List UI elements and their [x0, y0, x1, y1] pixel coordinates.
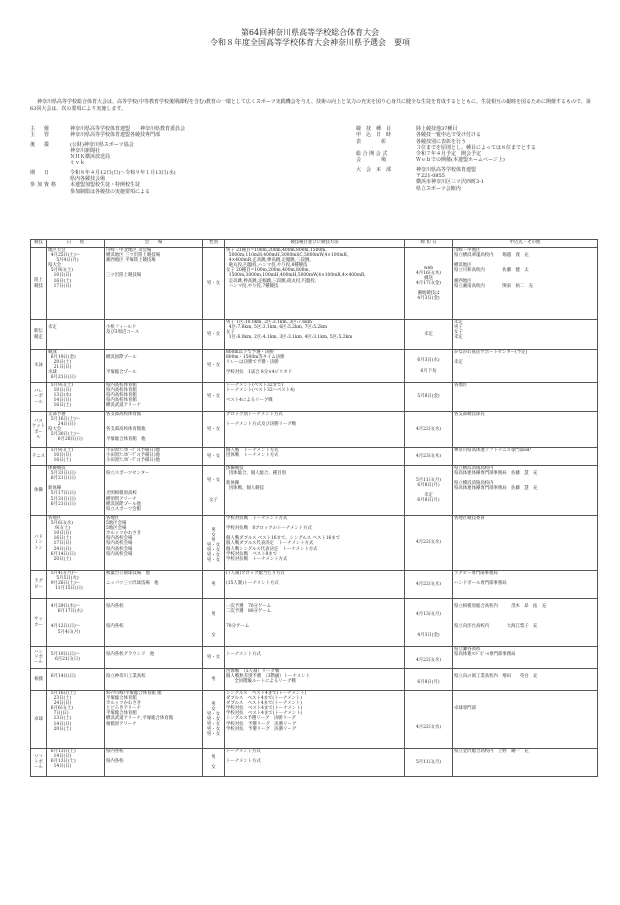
sex-cell: 男 女 [203, 749, 225, 777]
method-cell: ブロック別トーナメント方式 トーナメント方式及び決勝リーグ戦 [225, 412, 405, 448]
info-value: 神奈川県高等学校体育連盟 神奈川県教育委員会 [70, 126, 186, 132]
table-row [31, 320, 598, 350]
event-cell: サッカー [31, 599, 47, 647]
deadline-cell: 未定 [405, 320, 453, 350]
venue-cell: 秋葉台公園球技場 他 ニッパツ三ツ沢球技場 他 [105, 571, 203, 599]
table-row [31, 691, 598, 749]
dates-cell: 体操競技 5月31日(日) 6月21日(日) 新体操 5月17日(日) 5月31日(日) 6月21日(日) [47, 466, 105, 516]
method-cell: トーナメント(ベスト32まで) トーナメント(ベスト32～ベスト4) ベスト4によるリーグ戦 [225, 383, 405, 412]
schedule-table [30, 239, 598, 777]
dates-cell: 競泳 6月19日(金) 20日(土) 21日(日) 水球 6月21日(日) [47, 350, 105, 383]
event-cell: 駅伝競走 [31, 320, 47, 350]
info-label: 申 込 日 時 [356, 132, 392, 139]
info-label: 主 管 [30, 132, 52, 139]
column-header: 競技種目並びに競技方法 [225, 240, 405, 248]
deadline-cell: 6月3日(水) 6月下旬 [405, 350, 453, 383]
info-value: 令和８年４月12日(日)～令和９年１月13日(水) 県内各競技会場 [70, 169, 176, 183]
sex-cell: 男・女 [203, 350, 225, 383]
event-cell: 陸上競技 [31, 248, 47, 320]
info-row [30, 142, 330, 167]
method-cell: 一次予選 70分ゲーム 二次予選 80分ゲーム 70分ゲーム [225, 599, 405, 647]
apply-cell: 各地区 [453, 383, 598, 412]
method-cell: (7人制)ブロック総当たり方式 (15人制)トーナメント方式 [225, 571, 405, 599]
table-row [31, 412, 598, 448]
deadline-cell: 4月22日(水) [405, 412, 453, 448]
info-label: 参加資格 [30, 182, 59, 189]
sex-cell: 男・女 女子 [203, 466, 225, 516]
dates-cell: 未定 [47, 320, 105, 350]
venue-cell: 県内各校 県内各校 [105, 749, 203, 777]
table-row [31, 669, 598, 691]
table-row [31, 350, 598, 383]
info-value: 神奈川県高等学校体育連盟各競技専門部 [70, 132, 161, 139]
method-cell: 団体戦 （5人制）リーグ戦 個人戦無差別予選 （3階級）トーナメント 全員階級ルートによるリーグ戦 [225, 669, 405, 691]
sex-cell: 男・女 [203, 647, 225, 669]
method-cell: 800m以下で予選・決勝 800m・1500m等タイム決勝 リレーは決勝で予選・決勝 学校対抗 1試合 8分×4ピリオド [225, 350, 405, 383]
event-cell: 水泳 [31, 350, 47, 383]
sex-cell: 男・女 [203, 248, 225, 320]
event-cell: バレーボール [31, 383, 47, 412]
table-row [31, 647, 598, 669]
info-left-block [30, 126, 330, 195]
info-label: 競 技 種 目 [356, 126, 392, 132]
deadline-cell: 5月11日(月) [405, 749, 453, 777]
venue-cell: 県内各校 県内各校 [105, 599, 203, 647]
info-value: 令和７年４月予定 開会予定 [416, 151, 482, 158]
event-cell: 相撲 [31, 669, 47, 691]
venue-cell: 横浜国際プール 平塚総合プール [105, 350, 203, 383]
intro-paragraph: 神奈川県高等学校総合体育大会は、高等学校(中等教育学校後期課程を含む)教育の一環として広くスポーツ実践機会を与え、技術の向上と気力の充実を図り心身共に健全な生徒を育成するとともに、生徒相互の親睦を図るために開催するもので、第63回大会は、次の要項により実施します。 [30, 99, 591, 112]
table-row [31, 516, 598, 571]
method-cell: トーナメント方式 [225, 647, 405, 669]
apply-cell: 県立金沢総合高校内 上野 剛一 充 [453, 749, 598, 777]
table-row [31, 448, 598, 466]
dates-cell: 支部予選 5月16日(土)～ 24日(日) 県大会 5月30日(土)～ 6月28日(日) [47, 412, 105, 448]
sex-cell: 男 女 男 男・女 男・女 男・女 男・女 [203, 516, 225, 571]
deadline-cell: 4月22日(水) [405, 571, 453, 599]
info-label: 後 援 [30, 141, 52, 148]
table-row [31, 383, 598, 412]
deadline-cell: 4月22日(水) [405, 691, 453, 749]
info-label: 大 会 本 部 [356, 166, 392, 173]
event-cell: 体操 [31, 466, 47, 516]
event-cell: ソフトボール [31, 749, 47, 777]
document-title-line1: 第64回神奈川県高等学校総合体育大会 [240, 28, 380, 37]
info-value: 各競技別に表彰を行う ３位までを原則とし、種目によっては８位までとする [416, 138, 537, 151]
apply-cell: 卓球専門部 [453, 691, 598, 749]
info-row [30, 182, 330, 195]
info-label: 総 合 開 会 式 [356, 151, 388, 158]
venue-cell: 川崎・中北地区 等会場 横浜地区 三ツ沢陸上競技場 湘西地区 平塚陸上競技場 三ツ沢陸上競技場 [105, 248, 203, 320]
info-value: 本連盟加盟校生徒・特例校生徒 参加制限は各競技の実施要項による [70, 182, 151, 195]
dates-cell: 5月9日(土) 10日(日) 13日(水) 14日(日) 16日(土) [47, 383, 105, 412]
document-title-line2: 令和８年度全国高等学校体育大会神奈川県予選会 要項 [210, 38, 410, 47]
dates-cell: 6月13日(土) 14日(日) 6月13日(土) 14日(日) [47, 749, 105, 777]
info-label: 期 日 [30, 169, 52, 176]
info-row [30, 170, 330, 183]
venue-cell: 各支部高校体育館 各支部高校体育館他 平塚総合体育館 他 [105, 412, 203, 448]
dates-cell: 5月4日(月)～ 5月5日(火) 9月26日(土)～ 11月15日(日) [47, 571, 105, 599]
venue-cell: 県内高校体育館 県内高校体育館 県内高校体育館 県内高校体育館 横浜武道アリーナ [105, 383, 203, 412]
info-value: 神奈川県高等学校体育連盟 〒221-0855 横浜市神奈川区三ツ沢西町3-1 県立スポーツ会館内 [416, 166, 485, 192]
dates-cell: 4月29日(水)～ 6月17日(水) 4月12日(日)～ 5月4日(月) [47, 599, 105, 647]
method-cell: 男子 1区:10.0km, 2区:3.1km, 3区:7.6km 4区:7.6km, 5区:3.1km, 6区:5.2km, 7区:5.2km 女子 1区:6.0km, 2区:4.1km, 3区:3.1km, 4区:3.1km, 5区:5.2km [225, 320, 405, 350]
event-cell: バドミントン [31, 516, 47, 571]
venue-cell: 小机フィールド 及び3周辺コース [105, 320, 203, 350]
column-header: 性別 [203, 240, 225, 248]
apply-cell: ラグビー専門部事務局 ハンドボール専門部事務局 [453, 571, 598, 599]
deadline-cell: 5月11日(月) 6月8日(月) 未定 6月8日(月) [405, 466, 453, 516]
deadline-cell: 4月23日(木) [405, 448, 453, 466]
sex-cell: 男 女 男・女 男・女 男・女 男・女 男・女 [203, 691, 225, 749]
venue-cell: 県内各校グラウンド 他 [105, 647, 203, 669]
deadline-cell: 5月8日(金) [405, 383, 453, 412]
table-row [31, 571, 598, 599]
table-header-row [31, 240, 598, 248]
info-label: 会 場 [356, 157, 387, 164]
sex-cell: 男 [203, 669, 225, 691]
apply-cell: 県立瀬谷高校 県高体連ﾊﾝﾄﾞﾎﾞｰﾙ専門部事務局 [453, 647, 598, 669]
venue-cell: 県立神奈川工業高校 [105, 669, 203, 691]
info-row [356, 167, 601, 192]
column-header: 会 場 [105, 240, 203, 248]
deadline-cell: 4月22日(水) [405, 647, 453, 669]
table-row [31, 599, 598, 647]
info-value: 各競技一覧申込で受け付ける [416, 132, 482, 139]
event-cell: ハンドボール [31, 647, 47, 669]
apply-cell: 県立横浜清陵高校内 県高体連体操専門部事務局 佐藤 慧 充 県立横浜清陵高校内 県高体連体操専門部事務局 佐藤 慧 充 [453, 466, 598, 516]
column-header: 日 程 [47, 240, 105, 248]
method-cell: 男子 21種目=100m,200m,400m,800m,1500m, 5000m,110mH,400mH,3000mSC,5000mW,4×100mR, 4×400mR,走高跳,棒高跳,走幅跳,三段跳, 砲丸投,円盤投,ハンマ投,やり投,8種競技 女子 20種目=100m,200m,400m,800m, 1500m,3000m,100mH,400mH,5000mW,4×100mR,4×400mR, 走高跳,棒高跳,走幅跳,三段跳,砲丸投,円盤投, ハンマ投,やり投,7種競技 [225, 248, 405, 320]
info-value: Ｗｅｂでの開催(本連盟ホームページ上) [416, 157, 505, 164]
dates-cell: 6月14日(日) [47, 669, 105, 691]
event-cell: テニス [31, 448, 47, 466]
info-right-block [356, 126, 601, 192]
method-cell: 個人戦 トーナメント方式 団体戦 トーナメント方式 [225, 448, 405, 466]
table-row [31, 248, 598, 320]
apply-cell: 川崎・中地区 県立横浜翠嵐高校内 堀越 義 充 横浜地区 県立川和高校内 佐藤 健 太 湘西地区 県立湘南高校内 関東 裕二 充 [453, 248, 598, 320]
deadline-cell: 4月22日(水) [405, 516, 453, 571]
column-header: 締 切 日 [405, 240, 453, 248]
method-cell: トーナメント方式 トーナメント方式 [225, 749, 405, 777]
info-row [356, 157, 601, 163]
dates-cell: 各地区 5月6日(水) 9日(土) 10日(日) 16日(土) 17日(日) 24日(日) 6月14日(日) 20日(土) [47, 516, 105, 571]
info-value: (公財)神奈川県スポーツ協会 神奈川新聞社 ＮＨＫ横浜放送局 ｔｖｋ [70, 141, 134, 167]
info-row [30, 132, 330, 138]
apply-cell: 未定 男子 女子 未定 [453, 320, 598, 350]
info-value: 陸上競技他37種目 [416, 126, 458, 132]
dates-cell: 5月16日(土) 23日(土) 24日(日) 6月6日(土) 7日(日) 13日(土) 14日(日) 20日(土) [47, 691, 105, 749]
method-cell: 体操競技 団体総合、個人総合、種目別 新体操 団体戦、個人競技 [225, 466, 405, 516]
method-cell: 学校対抗戦 トーナメント方式 学校対抗戦 8ブロックのトーナメント方式 個人戦ダブルス ベスト16まで、シングルス ベスト16まで 個人戦ダブルス代表決定 トーナメント方式 個人戦シングルス代表決定 トーナメント方式 学校対抗戦 ベスト8まで 学校対抗戦 トーナメント方式 [225, 516, 405, 571]
dates-cell: 5月9日(土) 10日(日) 16日(土) [47, 448, 105, 466]
sex-cell: 男・女 [203, 448, 225, 466]
apply-cell: かながわ県民サポートセンター(予定) 未定 [453, 350, 598, 383]
info-label: 表 彰 [356, 138, 387, 145]
sex-cell: 男 女 [203, 599, 225, 647]
venue-cell: 県立スポーツセンター 光明相模原高校 横須賀アリーナ 横浜国際プール他 県立スポーツ会館 [105, 466, 203, 516]
event-cell: バスケットボール [31, 412, 47, 448]
sex-cell: 男・女 [203, 320, 225, 350]
venue-cell: 小田原ﾃﾆｽｶﾞｰﾃﾞﾝ(予備日)他 小田原ﾃﾆｽｶﾞｰﾃﾞﾝ(予備日)他 小田原ﾃﾆｽｶﾞｰﾃﾞﾝ(予備日)他 [105, 448, 203, 466]
event-cell: ラグビー [31, 571, 47, 599]
table-row [31, 749, 598, 777]
dates-cell: 地区大会 4月25日(土)～ 5月4日(月) 県大会 5月9日(土) 10日(日) 16日(土) 17日(日) [47, 248, 105, 320]
event-cell: 卓球 [31, 691, 47, 749]
deadline-cell: web 4月16日(木) 郵送 4月17日(金) 湘地競技は 4月3日(金) [405, 248, 453, 320]
venue-cell: ｶﾙｯﾂ川崎/平塚総合体育館 他 平塚総合体育館 カルッツかわさき とどろきアリーナ 平塚総合体育館 横浜武道アリーナ,平塚総合体育館 相模原アリーナ [105, 691, 203, 749]
info-row [356, 139, 601, 152]
apply-cell: 各支部競技部長 [453, 412, 598, 448]
apply-cell: 県立相模原総合高校内 茂木 昂 拓 充 県立向洋台高校内 大海江梨子 充 [453, 599, 598, 647]
column-header: 申込先・その他 [453, 240, 598, 248]
method-cell: シングルス ベスト4まで(トーナメント) ダブルス ベスト4まで(トーナメント) ダブルス ベスト4まで(トーナメント) 学校対抗 ベスト4まで(トーナメント) 学校対抗 ベスト4まで(トーナメント) シングルス予選リーグ 決勝リーグ 学校対抗 予選リーグ 決勝リーグ 学校対抗 予選リーグ 決勝リーグ [225, 691, 405, 749]
apply-cell: 神奈川県高体連ソフトテニス専門部HP [453, 448, 598, 466]
venue-cell: 各地区 5地区会場 5地区会場 カルッツかわさき 県内高校会場 県内高校会場 県内高校会場 県内高校会場 [105, 516, 203, 571]
sex-cell: 男・女 [203, 412, 225, 448]
apply-cell: 各地区競技委員 [453, 516, 598, 571]
column-header: 競技 [31, 240, 47, 248]
deadline-cell: 4月13日(月) 4月3日(金) [405, 599, 453, 647]
dates-cell: 5月10日(日)～ 6月21日(日) [47, 647, 105, 669]
apply-cell: 県立向の岡工業高校内 増田 英吾 充 [453, 669, 598, 691]
deadline-cell: 6月8日(月) [405, 669, 453, 691]
sex-cell: 男 [203, 571, 225, 599]
info-label: 主 催 [30, 126, 52, 132]
sex-cell: 男・女 [203, 383, 225, 412]
table-row [31, 466, 598, 516]
